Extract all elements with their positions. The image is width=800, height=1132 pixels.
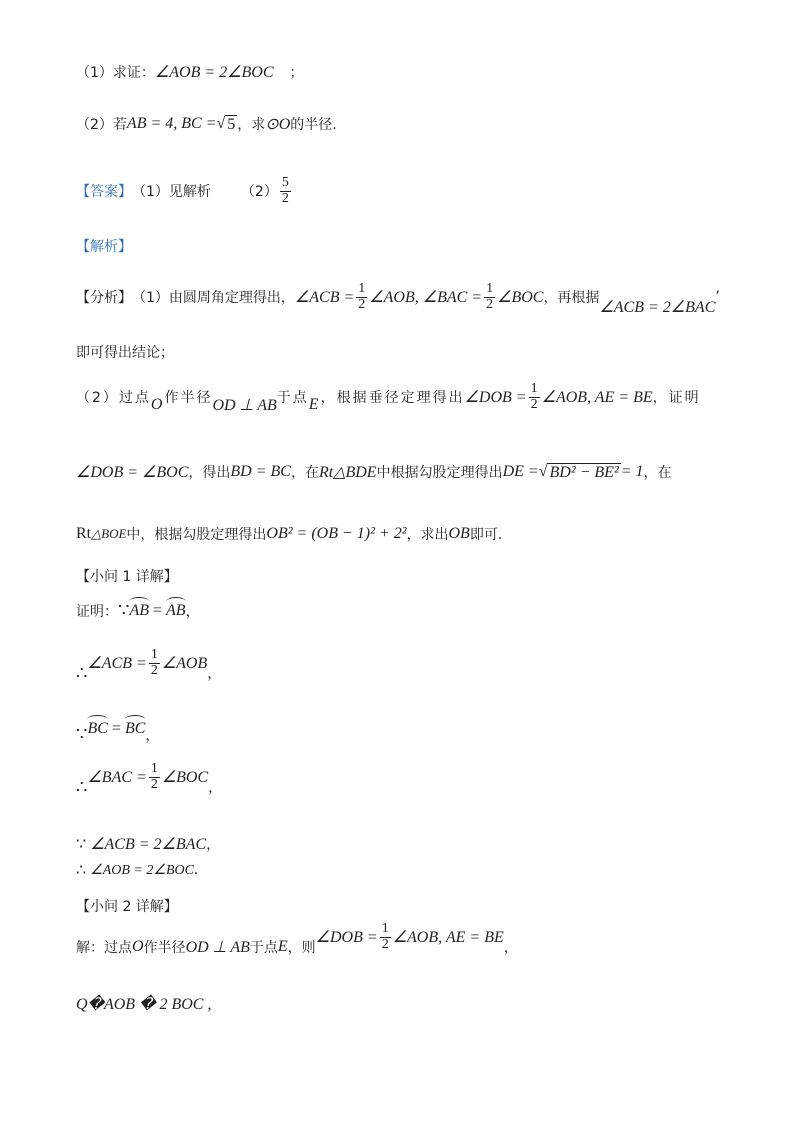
circle-o: ⊙O	[265, 116, 291, 133]
fraction-half: $\frac{1}{2}$	[486, 281, 494, 312]
sqrt-sign: √	[216, 115, 226, 132]
fenxi-text: （1）由圆周角定理得出，	[132, 290, 295, 307]
tail-mark: ’	[715, 289, 720, 306]
answer-part1: （1）见解析	[132, 184, 211, 201]
sqrt-radicand: 5	[227, 115, 236, 133]
question-part1	[76, 62, 304, 82]
part2-analysis-line1: （2）过点 O 作半径 OD ⊥ AB 于点 E ，根据垂径定理得出 ∠DOB = $\frac{1}{2}$ ∠AOB, AE = BE ，证明	[76, 381, 701, 415]
fenxi-text: ，再根据	[543, 290, 600, 307]
part2-suffix: 的半径.	[290, 117, 337, 133]
answer-line	[76, 176, 293, 206]
fraction-half: $\frac{1}{2}$	[358, 281, 366, 312]
part1-prefix: （1）求证：	[76, 65, 155, 81]
q1-step4: ∴ ∠BAC = $\frac{1}{2}$ ∠BOC ，	[76, 761, 223, 797]
answer-fraction: $\frac{5}{2}$	[281, 175, 289, 206]
fenxi-line1	[76, 281, 720, 317]
formula: ∠ACB =	[294, 289, 355, 307]
part2-prefix: （2）若	[76, 117, 127, 133]
part2-formula: AB = 4, BC =	[126, 115, 217, 132]
fenxi-tag: 【分析】	[76, 290, 132, 307]
q1-step6: ∴ ∠AOB = 2∠BOC .	[76, 861, 198, 879]
answer-tag: 【答案】	[76, 184, 132, 201]
q1-tag: 【小问 1 详解】	[76, 569, 178, 585]
answer-part2: （2）	[240, 184, 278, 201]
formula: ∠AOB, ∠BAC =	[369, 289, 483, 307]
analysis-tag: 【解析】	[76, 239, 132, 255]
part2-mid: ，求	[237, 117, 266, 133]
formula: ∠ACB = 2∠BAC	[599, 299, 716, 317]
q1-step2: ∴ ∠ACB = $\frac{1}{2}$ ∠AOB ，	[76, 647, 222, 683]
q1-step3: ∵ BC = BC ，	[76, 719, 160, 744]
part2-analysis-line3: Rt △BOE 中，根据勾股定理得出 OB² = (OB − 1)² + 2² ，求出 OB 即可.	[76, 525, 503, 543]
q2-step2: Q�AOB � 2 BOC ,	[76, 996, 212, 1013]
formula: ∠BOC	[497, 289, 544, 307]
fenxi-line2: 即可得出结论；	[76, 345, 174, 361]
part2-analysis-line2: ∠DOB = ∠BOC ，得出 BD = BC ，在 Rt△BDE 中根据勾股定理得出 DE = √ BD² − BE² = 1 ，在	[76, 463, 672, 481]
q2-tag: 【小问 2 详解】	[76, 899, 178, 915]
part1-suffix: ；	[289, 65, 304, 81]
part1-formula: ∠AOB = 2∠BOC	[154, 64, 274, 81]
q2-step1: 解：过点 O 作半径 OD ⊥ AB 于点 E ，则 ∠DOB = $\frac{1}{2}$ ∠AOB, AE = BE ，	[76, 921, 518, 957]
question-part2	[76, 114, 337, 134]
q1-step5: ∵ ∠ACB = 2∠BAC ，	[76, 836, 221, 853]
q1-step1: 证明： ∵ AB = AB ，	[76, 600, 200, 620]
